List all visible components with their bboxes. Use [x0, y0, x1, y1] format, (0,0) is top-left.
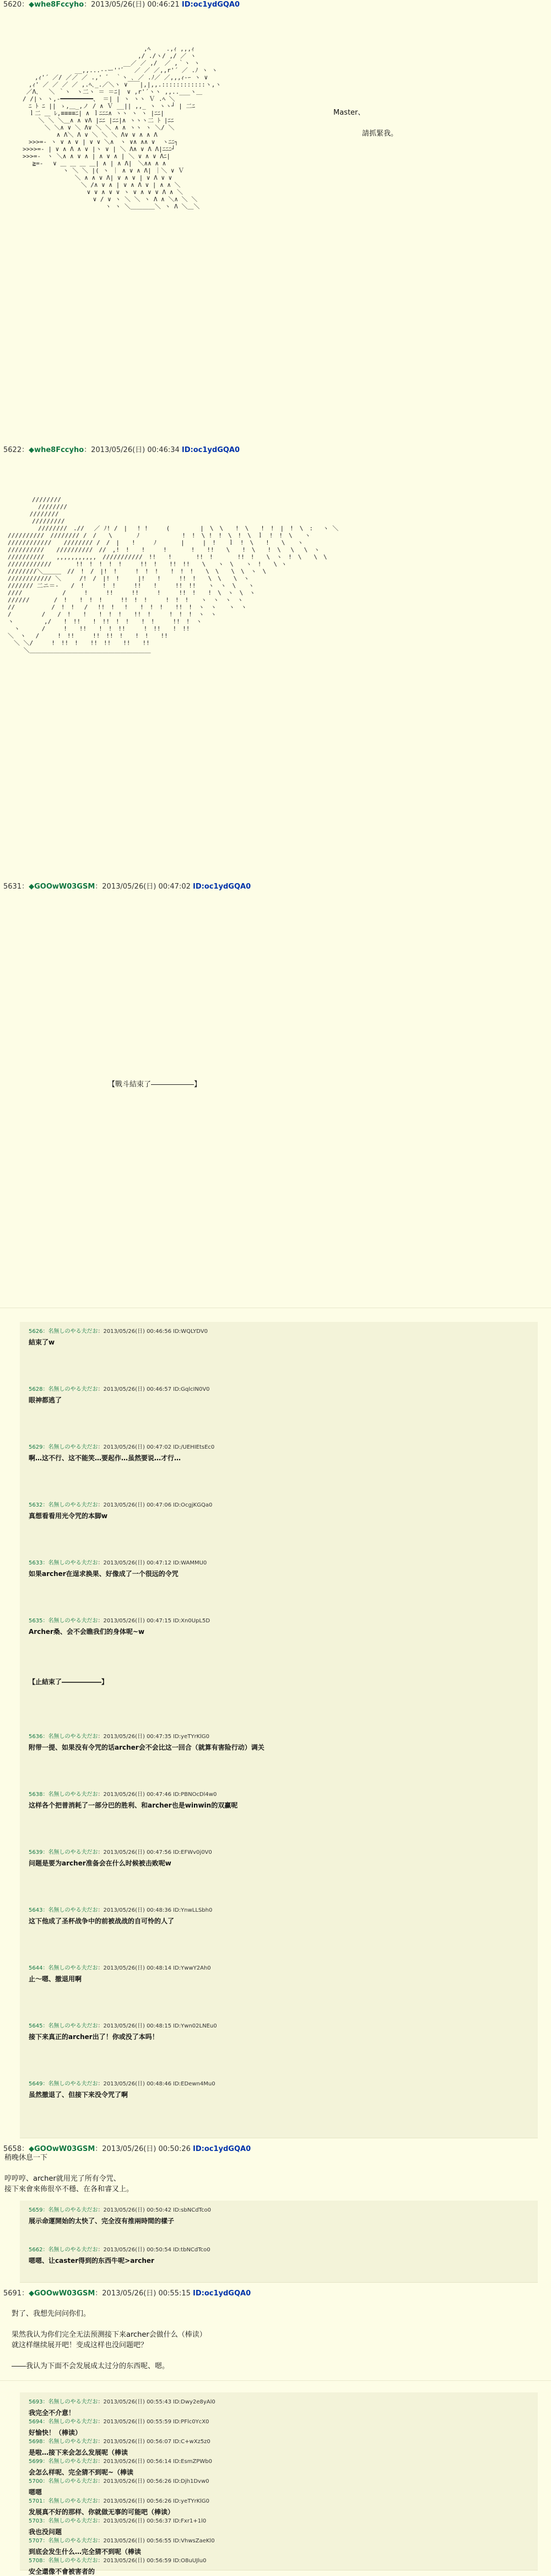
reply-date: ：2013/05/26(日) 00:56:14 ID:EsmZPWb0: [98, 2459, 212, 2465]
quoted-reply: [20, 1669, 538, 1727]
post-date: ：2013/05/26(日) 00:47:02: [95, 883, 191, 891]
quoted-reply: [20, 1380, 538, 1438]
quoted-reply: [20, 1843, 538, 1901]
post-number[interactable]: 5631：: [3, 883, 29, 891]
reply-header: [29, 1326, 208, 1335]
reply-date: ：2013/05/26(日) 00:56:07 ID:C+wXz5z0: [98, 2439, 210, 2445]
post-body-line: 接下來會來佈很卒不穩、在各和睿又上。: [4, 2185, 134, 2193]
ascii-art-explosion: //////// //////// //////// ///////// //////// .// ／ ﾉ! / | ! ! ( | \ \ ! \ ! ! | ! \ : ヽ ＼ ////////// //////// / / \ ﾉ ! ! \ ! ! \ ! \ ｌ ! ! \ ヽ //////////// //////// / / | ! ﾉ | | ! ｌ ! \ ! \ ヽ ////////// ////////// // ,! ! ! ! ! !! \ ! \ ! \ \ \ ヽ ////////// ,,,,,,,,,,, /////////// !! ! !! ! !! ! \ ヽ ! \ \ \ //////////// !! ! ! ! ! !! ! !! !! \ ヽ \ ヽ ! \ ヽ ////////＼＿＿＿ // ! / |! ! ! ! ! ! ! ! \ \ \ \ ヽ \ //////////// ＼ /! / |! ! |! ! !! ! \ \ \ ヽ /////// 二ニ＝- / ! ! ! !! ! !! !! ヽ ヽ \ ヽ //// / ! !! !! ! !! ! ! \ ヽ \ ヽ ////// / ! ! ! ! !! ! ! ! ! ! ヽ ヽ ヽ ヽ // / ! ! / !! ! ! ! ! ! !! ! ヽ ヽ ヽ ヽ / / / ! ! ! ! ! !! ! ! ! ! ヽ ヽ ヽ ,/ ! !! ! !! ! ! ! ! !! ! ヽ ヽ / ! !! ! ! !! ! !! ! !! ＼ ヽ / ! !! !! !! ! ! ! !! ＼ ＼/ ! !! ! !! !! !! !! ＼＿＿＿＿＿＿＿＿＿＿＿＿＿＿＿＿＿＿＿＿: [8, 496, 339, 654]
reply-header: [29, 2437, 210, 2445]
quoted-reply: [20, 2392, 538, 2417]
poster-id[interactable]: ID:oc1ydGQA0: [181, 1, 240, 9]
poster-name[interactable]: ◆GOOwW03GSM: [29, 883, 95, 891]
reply-number[interactable]: 5693：名無しのやる夫だお: [29, 2399, 98, 2405]
post-header: [0, 0, 551, 10]
reply-number[interactable]: 5707：名無しのやる夫だお: [29, 2538, 98, 2544]
reply-body: 嗯嗯: [29, 2488, 42, 2496]
reply-body: 会怎么样呢、完全猜不到呢~（棒读: [29, 2469, 134, 2476]
poster-name[interactable]: ◆whe8Fccyho: [29, 446, 84, 454]
reply-body: 这下他成了圣杯战争中的前被战战的自可怜的人了: [29, 1917, 175, 1925]
reply-number[interactable]: 5628：名無しのやる夫だお: [29, 1386, 98, 1392]
reply-body: 发展真不好的那样、你就做无事的可能吧（棒读）: [29, 2508, 175, 2516]
quoted-reply: [20, 1785, 538, 1843]
reply-header: [29, 1384, 210, 1392]
quoted-reply: [20, 2531, 538, 2556]
reply-body: 止～嗯、撤退用啊: [29, 1975, 82, 1983]
post-body-line: 果然我认为你们完全无法预测接下来archer会做什么（棒读）: [4, 2331, 207, 2339]
post-header: [0, 882, 551, 892]
reply-number[interactable]: 5632：名無しのやる夫だお: [29, 1502, 98, 1508]
reply-body: 附带一提、如果没有令咒的话archer会不会比这一回合（就算有害险行动）调关: [29, 1744, 264, 1751]
reply-header: [29, 1731, 209, 1740]
post-date: ：2013/05/26(日) 00:50:26: [95, 2145, 191, 2153]
divider: [0, 2380, 551, 2381]
reply-header: [29, 2556, 207, 2564]
quoted-reply: [20, 1553, 538, 1611]
reply-date: ：2013/05/26(日) 00:47:35 ID:yeTYrKlG0: [98, 1734, 210, 1740]
reply-number[interactable]: 5636：名無しのやる夫だお: [29, 1734, 98, 1740]
battle-end-caption: 【戰斗結束了――――――】: [108, 1080, 202, 1089]
reply-number[interactable]: 5639：名無しのやる夫だお: [29, 1849, 98, 1856]
post-number[interactable]: 5691：: [3, 2289, 29, 2298]
reply-body: Archer桑、会不会瞧我们的身体呢~w: [29, 1628, 145, 1636]
quoted-replies: [20, 2201, 538, 2283]
post-date: ：2013/05/26(日) 00:55:15: [95, 2289, 191, 2298]
quoted-reply: [20, 1438, 538, 1496]
reply-date: ：2013/05/26(日) 00:48:46 ID:EDewn4Mu0: [98, 2081, 215, 2087]
post-body-line: 就这样继续展开吧！变成这样也没问题吧？: [4, 2341, 148, 2349]
reply-number[interactable]: 5645：名無しのやる夫だお: [29, 2023, 98, 2029]
dialogue-line: 請抓緊我。: [333, 130, 398, 138]
reply-header: [29, 2476, 209, 2484]
post-5631: [0, 882, 551, 892]
reply-date: ：2013/05/26(日) 00:55:59 ID:PFlc0YcX0: [98, 2419, 209, 2425]
reply-date: ：2013/05/26(日) 00:47:02 ID:/UEHIEtsEc0: [98, 1444, 215, 1450]
reply-date: ：2013/05/26(日) 00:50:42 ID:sbNCdTco0: [98, 2207, 211, 2213]
reply-body: 我也没问题: [29, 2528, 62, 2536]
reply-date: ：2013/05/26(日) 00:56:37 ID:Fxr1+1l0: [98, 2518, 207, 2524]
reply-number[interactable]: 5643：名無しのやる夫だお: [29, 1907, 98, 1913]
reply-date: ：2013/05/26(日) 00:47:06 ID:OcgjKGQa0: [98, 1502, 213, 1508]
reply-date: ：2013/05/26(日) 00:56:59 ID:O8uUJlu0: [98, 2558, 207, 2564]
reply-date: ：2013/05/26(日) 00:55:43 ID:Dwy2e8yAl0: [98, 2399, 215, 2405]
reply-header: [29, 2397, 215, 2405]
quoted-reply: [20, 2452, 538, 2476]
reply-date: ：2013/05/26(日) 00:47:56 ID:EFWv0j0V0: [98, 1849, 212, 1856]
poster-id[interactable]: ID:oc1ydGQA0: [181, 446, 240, 454]
post-body-line: 哼哼哼、archer就用光了所有令咒、: [4, 2175, 121, 2183]
reply-body: 是啦…接下来会怎么发展呢（棒读: [29, 2449, 128, 2456]
reply-number[interactable]: 5626：名無しのやる夫だお: [29, 1329, 98, 1335]
reply-header: [29, 1442, 214, 1450]
reply-number[interactable]: 5700：名無しのやる夫だお: [29, 2478, 98, 2484]
reply-body: 虽然撤退了、但接下来没令咒了啊: [29, 2091, 128, 2099]
reply-number[interactable]: 5633：名無しのやる夫だお: [29, 1560, 98, 1566]
reply-number[interactable]: 5698：名無しのやる夫だお: [29, 2439, 98, 2445]
post-5658: [0, 2144, 551, 2154]
reply-header: [29, 2205, 211, 2213]
quoted-reply: [20, 2412, 538, 2437]
reply-body: 啊…这不行、这不能笑…要起作…虽然要说…才行…: [29, 1454, 181, 1462]
reply-header: [29, 1789, 217, 1798]
reply-number[interactable]: 5659：名無しのやる夫だお: [29, 2207, 98, 2213]
reply-number[interactable]: 5708：名無しのやる夫だお: [29, 2558, 98, 2564]
post-date: ：2013/05/26(日) 00:46:21: [84, 1, 180, 9]
reply-date: ：2013/05/26(日) 00:48:14 ID:YwwY2Ah0: [98, 1965, 211, 1971]
quoted-reply: [20, 2201, 538, 2240]
reply-date: ：2013/05/26(日) 00:56:55 ID:VhwsZaeKl0: [98, 2538, 215, 2544]
quoted-reply: [20, 2432, 538, 2456]
reply-body: 展示命運開始的太快了、完全沒有推兩時間的樣子: [29, 2217, 175, 2225]
reply-body: 这样各个把普消耗了一部分巴的胜利、和archer也是winwin的双赢呢: [29, 1801, 238, 1809]
reply-number[interactable]: 5701：名無しのやる夫だお: [29, 2498, 98, 2504]
reply-body: 嗯嗯、让caster得到的东西牛呢>archer: [29, 2257, 154, 2265]
quoted-reply: [20, 1901, 538, 1959]
reply-date: ：2013/05/26(日) 00:47:12 ID:WAMMU0: [98, 1560, 207, 1566]
reply-header: [29, 2245, 210, 2253]
dialogue-line: Master、: [333, 109, 365, 117]
post-header: [0, 2289, 551, 2299]
reply-header: [29, 1963, 211, 1971]
reply-body: 【止結束了――――――】: [29, 1678, 109, 1686]
reply-body: 好愉快！（棒读）: [29, 2429, 82, 2437]
post-body-line: ――我认为下面不会发展成太过分的东西呢、嗯。: [4, 2362, 170, 2370]
quoted-reply: [20, 1611, 538, 1669]
reply-header: [29, 2536, 215, 2544]
ascii-art-saber: ,ﾍ .,ｨ ,,,ｨ ,/ ./ヽ/ ,/ ／ ヽ __／ ／ ,/ ／ ,｀ヽ ヽ __,,...--ー''゛ ／ ／ ／,,r'´ ／ .ﾉ ヽ ヽ ,ｨ'´ ／/ ／／ ／ .,' ゛ ｀ヽ ､ ／ .ﾉ／ ／,,,ｨ-ｰ ヽ ∨ ,ｨ' ／ ／ ／ ／ ,.ﾍ､_.／＼ヽ ∨￣￣|,|,,.::::::::::::ヽ,ヽ ／Λ､ ＼ ｀ヽ ヽ二ヽ ＝ ＝ﾆ| ∨ ,r'´ヽヽ ,,..___ヽ＿ / /|ヽ ヽ,-━━━━━━━━━、 ＝| | ヽ ヽヽ Ｖ .ﾍ ＼ ﾆ ﾄ ﾆ || ゝ,＿_,ノ / ∧ Ｖ __|| ,,_ ヽ ヽヽ┘ | 二ﾆ ｌ二 ＿ ﾚ,≡≡≡≡ﾆ| ∧ ｌﾆﾆﾆ∧ ヽヽ ヽ ヽ |ﾆﾆ| ＼ ＼ ＼＿∧ ∧ ∨Λ |ﾆﾆ |ﾆﾆ|∧ ヽヽヽ二 ﾄ |ﾆﾆ ＼ ＼∧ ∨ ＼ Λ∨ ＼ ＼ ∧ ∧ ヽヽ ヽ ＼/ ＼ ∧ Λ＼ Λ ∨ ＼ ＼ ＼ Λ∨ ∨ ∧ ∧ Λ >>>=- ヽ ∨ ∧ ∨ | ∨ ∨ ＼∧ ヽ ∨∧ ∧∧ ∨ ヽﾆﾆ┐ >>>>=- | ∨ ∧ Λ ∧ ∨ |ヽ ∨ | ＼ Λ∧ ∨ Λ Λ|ﾆﾆﾆ┘ >>>=- ヽ ＼∧ ∧ ∨ ∧ | ∧ ∨ ∧ | ＼ ∨ ∧ ∨ Λﾆ| ≧=- ∨ ＿ ＿ ＿ ＿| ∧ | ∧ Λ| ＼∧∧ ∧ ∧ ヽ ＼ ＼ |( ヽ ｜ ∧ ∨ ∧ Λ| ｜＼ ∨ Ｖ ＼ ∧ ∧ ∨ Λ| ∨ ∧ ∨ | ∨ Λ ∨ ∨ ＼ /∧ ∨ ∧ | ∨ ∧ Λ ∨ | ∧ ∧ ＼ ∨ ∨ ∧ ∨ ∨ ヽ ∨ ∧ ∨ ∨ Λ ∧ ＼ ∨ / ∨ ヽ ＼ ＼ ヽ Λ ∧ ＼∧ ＼ ＼ ヽ ヽ ＼＿＿＿＿＼ ヽ Λ ＼＿＼: [22, 45, 222, 210]
reply-body: 问题是要为archer准备会在什么时候被击败呢w: [29, 1859, 171, 1867]
post-5620: [0, 0, 551, 10]
reply-header: [29, 1500, 212, 1508]
reply-number[interactable]: 5703：名無しのやる夫だお: [29, 2518, 98, 2524]
reply-number[interactable]: 5699：名無しのやる夫だお: [29, 2459, 98, 2465]
reply-body: 眼神都逃了: [29, 1396, 62, 1404]
reply-date: ：2013/05/26(日) 00:48:36 ID:YnwLLSbh0: [98, 1907, 213, 1913]
reply-body: 真想看看用光令咒的本脚w: [29, 1512, 108, 1520]
reply-body: 結束了w: [29, 1338, 55, 1346]
quoted-reply: [20, 1322, 538, 1380]
reply-number[interactable]: 5635：名無しのやる夫だお: [29, 1618, 98, 1624]
reply-number[interactable]: 5644：名無しのやる夫だお: [29, 1965, 98, 1971]
post-5691: [0, 2289, 551, 2299]
quoted-reply: [20, 2512, 538, 2536]
quoted-reply: [20, 2016, 538, 2074]
reply-number[interactable]: 5629：名無しのやる夫だお: [29, 1444, 98, 1450]
quoted-replies: [20, 1322, 538, 2138]
poster-id[interactable]: ID:oc1ydGQA0: [193, 2145, 251, 2153]
reply-number[interactable]: 5649：名無しのやる夫だお: [29, 2081, 98, 2087]
reply-date: ：2013/05/26(日) 00:56:26 ID:Djh1Dvw0: [98, 2478, 209, 2484]
reply-header: [29, 2456, 212, 2465]
reply-date: ：2013/05/26(日) 00:47:15 ID:Xn0UpL5D: [98, 1618, 210, 1624]
reply-body: 接下来真正的archer出了！你或没了本吗！: [29, 2033, 159, 2041]
post-date: ：2013/05/26(日) 00:46:34: [84, 446, 180, 454]
post-number[interactable]: 5620：: [3, 1, 29, 9]
reply-date: ：2013/05/26(日) 00:56:26 ID:yeTYrKlG0: [98, 2498, 210, 2504]
reply-date: ：2013/05/26(日) 00:47:46 ID:PBNOcDl4w0: [98, 1792, 217, 1798]
quoted-reply: [20, 2074, 538, 2132]
poster-id[interactable]: ID:oc1ydGQA0: [193, 883, 251, 891]
poster-id[interactable]: ID:oc1ydGQA0: [193, 2289, 251, 2298]
reply-header: [29, 1558, 207, 1566]
post-5622: [0, 445, 551, 455]
quoted-reply: [20, 1727, 538, 1785]
poster-name[interactable]: ◆whe8Fccyho: [29, 1, 84, 9]
reply-header: [29, 2417, 209, 2425]
quoted-reply: [20, 1496, 538, 1553]
reply-header: [29, 2496, 209, 2504]
post-body-line: 稍晚休息一下: [4, 2154, 48, 2162]
reply-header: [29, 2079, 215, 2087]
reply-number[interactable]: 5694：名無しのやる夫だお: [29, 2419, 98, 2425]
reply-header: [29, 1616, 210, 1624]
poster-name[interactable]: ◆GOOwW03GSM: [29, 2145, 95, 2153]
reply-body: 我完全不介意！: [29, 2409, 75, 2417]
post-header: [0, 2144, 551, 2154]
quoted-reply: [20, 2551, 538, 2575]
reply-header: [29, 1847, 212, 1856]
quoted-reply: [20, 2492, 538, 2516]
reply-header: [29, 1905, 212, 1913]
reply-date: ：2013/05/26(日) 00:46:56 ID:WQLYDV0: [98, 1329, 208, 1335]
quoted-reply: [20, 1959, 538, 2016]
reply-body: 安全還像不會被害者的: [29, 2568, 95, 2575]
reply-date: ：2013/05/26(日) 00:46:57 ID:GqlcIN0V0: [98, 1386, 210, 1392]
reply-number[interactable]: 5638：名無しのやる夫だお: [29, 1792, 98, 1798]
reply-date: ：2013/05/26(日) 00:50:54 ID:tbNCdTco0: [98, 2247, 210, 2253]
poster-name[interactable]: ◆GOOwW03GSM: [29, 2289, 95, 2298]
post-body-line: 對了、我想先问问你们。: [4, 2310, 91, 2318]
reply-body: 到底会发生什么…完全猜不到呢（棒读: [29, 2548, 142, 2556]
reply-header: [29, 2021, 217, 2029]
reply-body: 如果archer在逞求换果、好像成了一个很远的令咒: [29, 1570, 179, 1578]
quoted-reply: [20, 2240, 538, 2280]
post-header: [0, 445, 551, 455]
reply-header: [29, 2516, 206, 2524]
quoted-replies: [20, 2392, 538, 2575]
post-number[interactable]: 5658：: [3, 2145, 29, 2153]
post-number[interactable]: 5622：: [3, 446, 29, 454]
quoted-reply: [20, 2472, 538, 2496]
reply-date: ：2013/05/26(日) 00:48:15 ID:Ywn02LNEu0: [98, 2023, 217, 2029]
reply-number[interactable]: 5662：名無しのやる夫だお: [29, 2247, 98, 2253]
